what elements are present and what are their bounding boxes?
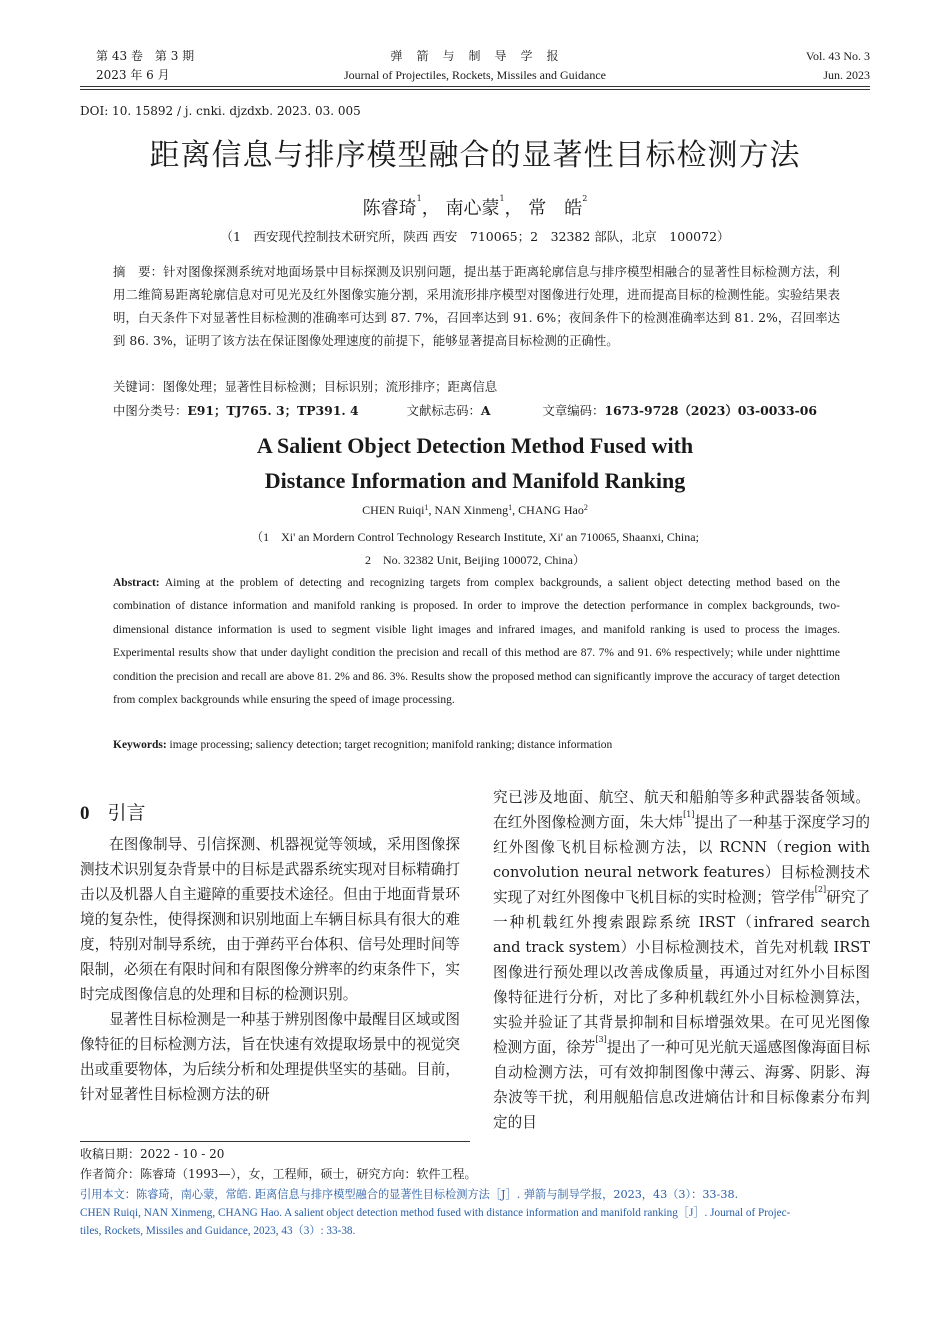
class-value: E91；TJ765. 3；TP391. 4 <box>187 403 359 418</box>
doc-code-value: A <box>480 403 491 418</box>
section-heading <box>80 798 146 825</box>
abstract-cn-text: 针对图像探测系统对地面场景中目标探测及识别问题，提出基于距离轮廓信息与排序模型相融合的显著性目标检测方法，利用二维简易距离轮廓信息对可见光及红外图像实施分割，采用流形排序模型对图像进行处理，进而提高目标的检测性能。实验结果表明，白天条件下对显著性目标检测的准确率可达到 87. 7%，召回率达到 91. 6%；夜间条件下的检测准确率达到 81. 2%，召回率达到 86. 3%，证明了该方法在保证图像处理速度的前提下，能够显著提高目标检测的正确性。 <box>113 264 841 348</box>
keywords-en-label: Keywords: <box>113 739 167 751</box>
citation-ref[interactable]: [2] <box>814 885 827 894</box>
author-sup: 1 <box>499 194 505 203</box>
text-run: 提出了一种基于深度学习的红外图像飞机目标检测方法，以 RCNN（region with convolution neural network features）目标检测技术实现了对红外图像中飞机目标的实时检测；管学伟 <box>493 814 870 906</box>
authors-en: CHEN Ruiqi$^1$, NAN Xinmeng$^1$, CHANG Hao$^2$ <box>362 503 588 517</box>
footnote-bio: 作者简介：陈睿琦（1993—），女，工程师，硕士，研究方向：软件工程。 <box>80 1167 477 1181</box>
header-date-cn: 2023 年 6 月 <box>96 68 170 82</box>
doc-code-label: 文献标志码： <box>406 403 481 418</box>
header-date-en: Jun. 2023 <box>823 68 870 82</box>
affiliation-en-2: 2 No. 32382 Unit, Beijing 100072, China） <box>365 553 585 567</box>
author-en-name: CHANG Hao <box>518 503 584 517</box>
abstract-en-label: Abstract: <box>113 577 160 589</box>
citation-ref[interactable]: [1] <box>683 810 695 819</box>
header-vol-issue-cn: 第 43 卷 第 3 期 <box>96 49 195 63</box>
header-rule <box>80 86 870 87</box>
citation-ref[interactable]: [3] <box>595 1035 607 1044</box>
footnote-received: 收稿日期：2022 - 10 - 20 <box>80 1147 225 1161</box>
title-en <box>80 428 870 498</box>
author-en-name: CHEN Ruiqi <box>362 503 425 517</box>
author-sup: 2 <box>582 194 588 203</box>
keywords-en <box>113 739 612 751</box>
header-journal-cn: 弹 箭 与 制 导 学 报 <box>390 49 560 63</box>
affiliation-cn: （1 西安现代控制技术研究所，陕西 西安 710065；2 32382 部队，北京 100072） <box>220 229 730 244</box>
author-en-sup: 1 <box>508 503 513 512</box>
text-run: 提出了一种可见光航天遥感图像海面目标自动检测方法，可有效抑制图像中薄云、海雾、阴影、海杂波等干扰，利用舰船信息改进熵估计和目标像素分布判定的目 <box>493 1039 870 1131</box>
page-title: 距离信息与排序模型融合的显著性目标检测方法 <box>149 138 801 173</box>
keywords-cn <box>113 377 497 395</box>
author-name: 南心蒙 <box>445 198 500 219</box>
abstract-cn <box>113 260 840 352</box>
keywords-cn-label: 关键词： <box>113 379 163 394</box>
paragraph <box>493 785 870 1135</box>
author-en-sup: 1 <box>424 503 429 512</box>
paragraph: 在图像制导、引信探测、机器视觉等领域，采用图像探测技术识别复杂背景中的目标是武器系统实现对目标精确打击以及机器人自主避障的重要技术途径。但由于地面背景环境的复杂性，使得探测和识别地面上车辆目标具有很大的难度，特别对制导系统，由于弹药平台体积、信号处理时间等限制，必须在有限时间和有限图像分辨率的约束条件下，实时完成图像信息的处理和目标的检测识别。 <box>80 836 460 1003</box>
doi: DOI: 10. 15892 / j. cnki. djzdxb. 2023. 03. 005 <box>80 104 361 118</box>
right-column <box>493 785 870 1135</box>
abstract-en <box>113 572 840 712</box>
paragraph: 显著性目标检测是一种基于辨别图像中最醒目区域或图像特征的目标检测方法，旨在快速有效提取场景中的视觉突出或重要物体，为后续分析和处理提供坚实的基础。目前，针对显著性目标检测方法的研 <box>80 1011 460 1103</box>
footnote-cite-cn: 引用本文：陈睿琦，南心蒙，常皓. 距离信息与排序模型融合的显著性目标检测方法［J］. 弹箭与制导学报，2023，43（3）：33-38. <box>80 1188 739 1201</box>
header-vol-issue-en: Vol. 43 No. 3 <box>805 49 870 63</box>
abstract-cn-label: 摘 要： <box>113 264 164 279</box>
author-name: 常 皓 <box>528 198 583 219</box>
author-name: 陈睿琦 <box>362 198 417 219</box>
title-en-line2: Distance Information and Manifold Ranking <box>264 468 686 493</box>
section-title: 引言 <box>107 802 146 824</box>
class-label: 中图分类号： <box>113 403 188 418</box>
author-en-name: NAN Xinmeng <box>434 503 509 517</box>
keywords-cn-text: 图像处理；显著性目标检测；目标识别；流形排序；距离信息 <box>162 379 498 394</box>
classification-line <box>113 401 840 419</box>
text-run: 研究了一种机载红外搜索跟踪系统 IRST（infrared search and track system）小目标检测技术，首先对机载 IRST 图像进行预处理以改善成像质量，再通过对红外小目标图像特征进行分析，对比了多种机载红外小目标检测算法，实验并验证了其背景抑制和目标增强效果。在可见光图像检测方面，徐芳 <box>493 889 870 1056</box>
footnote-cite-en-1: CHEN Ruiqi, NAN Xinmeng, CHANG Hao. A salient object detection method fused with distance information and manifold ranking［J］. Journal of Projec- <box>80 1207 791 1219</box>
keywords-en-text: image processing; saliency detection; target recognition; manifold ranking; distance information <box>169 739 613 751</box>
left-column <box>80 832 460 1107</box>
author-en-sup: 2 <box>583 503 588 512</box>
authors-cn: 陈睿琦$^1$， 南心蒙$^1$， 常 皓$^2$ <box>362 194 588 219</box>
affiliation-en-1: （1 Xi' an Mordern Control Technology Research Institute, Xi' an 710065, Shaanxi, China; <box>251 530 699 544</box>
article-no-label: 文章编码： <box>542 403 605 418</box>
abstract-en-text: Aiming at the problem of detecting and recognizing targets from complex backgrounds, a salient object detecting method based on the combination of distance information and manifold ranking is proposed. In order to improve the detection performance in complex backgrounds, two-dimensional distance information is used to segment visible light images and infrared images, and manifold ranking is used to process the images. Experimental results show that under daylight condition the precision and recall of this method are 87. 7% and 91. 6% respectively; while under nighttime condition the precision and recall are above 81. 2% and 86. 3%. Results show the proposed method can significantly improve the accuracy of target detection from complex backgrounds while ensuring the speed of image processing. <box>113 577 840 707</box>
header-journal-en: Journal of Projectiles, Rockets, Missiles and Guidance <box>344 68 606 82</box>
text-run: 究已涉及地面、航空、航天和船舶等多种武器装备领域。在红外图像检测方面，朱大炜 <box>493 789 870 831</box>
author-sup: 1 <box>416 194 422 203</box>
header-rule-thin <box>80 89 870 90</box>
section-number: 0 <box>80 803 90 824</box>
footnote-cite-en-2: tiles, Rockets, Missiles and Guidance, 2023, 43（3）: 33-38. <box>80 1225 356 1237</box>
footnote-rule <box>80 1141 470 1142</box>
article-no-value: 1673-9728（2023）03-0033-06 <box>604 403 818 418</box>
title-en-line1: A Salient Object Detection Method Fused with <box>256 433 694 458</box>
